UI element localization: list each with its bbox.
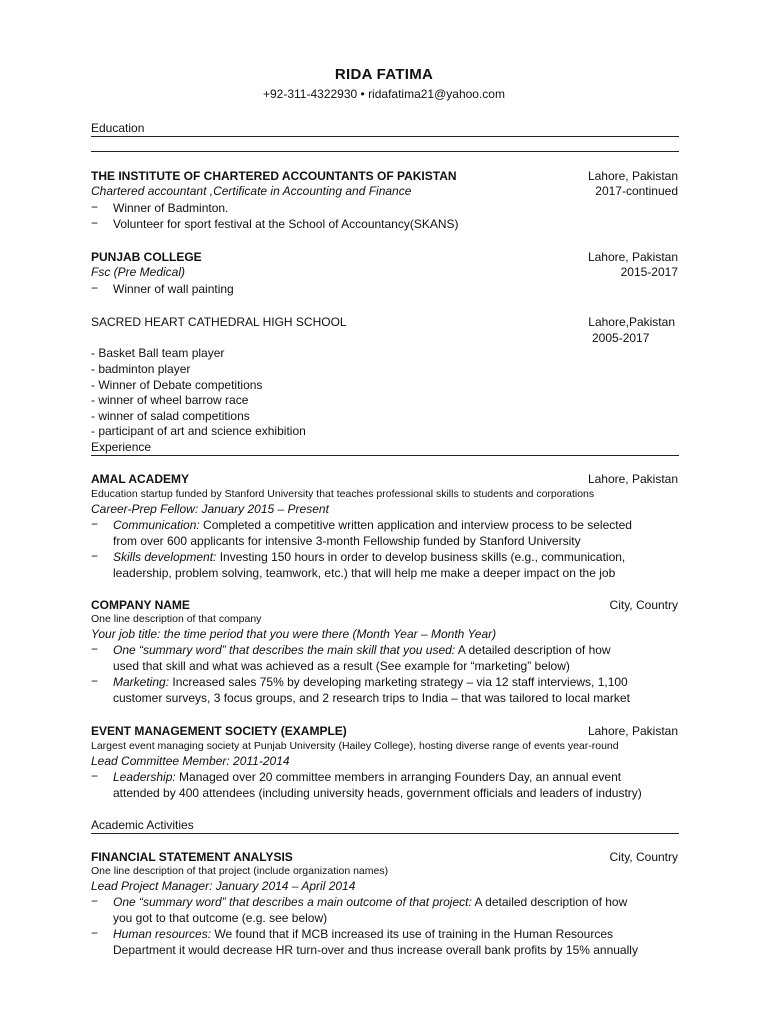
experience-org: AMAL ACADEMY (91, 472, 189, 486)
section-heading-education: Education (91, 121, 679, 137)
experience-role: Lead Committee Member: 2011-2014 (91, 754, 290, 768)
project-location: City, Country (609, 850, 678, 864)
section-heading-experience: Experience (91, 440, 679, 456)
education-org: THE INSTITUTE OF CHARTERED ACCOUNTANTS OF PAKISTAN (91, 169, 457, 183)
contact-line: +92-311-4322930 • ridafatima21@yahoo.com (263, 87, 505, 101)
education-location: Lahore,Pakistan (588, 315, 675, 329)
education-org: SACRED HEART CATHEDRAL HIGH SCHOOL (91, 315, 347, 329)
list-item: − Human resources: We found that if MCB increased its use of training in the Human Resources Department it would decrease HR turn-over and thus increase overall bank profits by 15% annually (91, 926, 638, 957)
list-item: - winner of wheel barrow race (91, 393, 249, 407)
education-org: PUNJAB COLLEGE (91, 250, 202, 264)
education-program: Chartered accountant ,Certificate in Accounting and Finance (91, 184, 412, 198)
experience-role: Your job title: the time period that you were there (Month Year – Month Year) (91, 627, 497, 641)
experience-org: COMPANY NAME (91, 598, 190, 612)
section-heading-academic: Academic Activities (91, 818, 679, 834)
list-item: - Winner of Debate competitions (91, 378, 263, 392)
list-item: − Skills development: Investing 150 hours in order to develop business skills (e.g., communication, leadership, problem solving, teamwork, etc.) that will help me make a deeper impact on the job (91, 549, 626, 580)
list-item: − One “summary word” that describes a main outcome of that project: A detailed description of how you got to that outcome (e.g. see below) (91, 894, 628, 925)
experience-location: Lahore, Pakistan (587, 472, 678, 486)
education-program: Fsc (Pre Medical) (91, 265, 186, 279)
list-item: − Communication: Completed a competitive written application and interview process to be selected from over 600 applicants for intensive 3-month Fellowship funded by Stanford University (91, 517, 632, 548)
education-dates: 2017-continued (595, 184, 678, 198)
list-item: - winner of salad competitions (91, 409, 250, 423)
list-item: − Marketing: Increased sales 75% by developing marketing strategy – via 12 staff interviews, 1,100 customer surveys, 3 focus groups, and 2 research trips to India – that was tailored to local market (91, 674, 630, 705)
education-location: Lahore, Pakistan (587, 250, 678, 264)
experience-location: Lahore, Pakistan (587, 724, 678, 738)
education-dates: 2015-2017 (620, 265, 678, 279)
project-org: FINANCIAL STATEMENT ANALYSIS (91, 850, 293, 864)
experience-location: City, Country (609, 598, 678, 612)
list-item: - participant of art and science exhibition (91, 424, 306, 438)
resume-page: RIDA FATIMA +92-311-4322930 • ridafatima21@yahoo.com Education THE INSTITUTE OF CHARTERED ACCOUNTANTS OF PAKISTAN Lahore, Pakistan Chartered accountant ,Certificate in Accounting and Finance 2017-continued − Winner of Badminton. − Volunteer for sport festival at the School of Accountancy(SKANS) PUNJAB COLLEGE Lahore, Pakistan Fsc (Pre Medical) 2015-2017 − Winner of wall painting SACRED HEART CATHEDRAL HIGH SCHOOL Lahore,Pakistan 2005-2017 - Basket Ball team player - badminton player - Winner of Debate competitions - winner of wheel barrow race - winner of salad competitions - participant of art and science exhibition Experience AMAL ACADEMY Lahore, Pakistan Education startup funded by Stanford University that teaches professional skills to students and corporations Career-Prep Fellow: January 2015 – Present − Communication: Completed a competitive written application and interview process to be selected from over 600 applicants for intensive 3-month Fellowship funded by Stanford University − Skills development: Investing 150 hours in order to develop business skills (e.g., communication, leadership, problem solving, teamwork, etc.) that will help me make a deeper impact on the job COMPANY NAME City, Country One line description of that company Your job title: the time period that you were there (Month Year – Month Year) − One “summary word” that describes the main skill that you used: A detailed description of how used that skill and what was achieved as a result (See example for “marketing” below) − Marketing: Increased sales 75% by developing marketing strategy – via 12 staff interviews, 1,100 customer surveys, 3 focus groups, and 2 research trips to India – that was tailored to local market EVENT MANAGEMENT SOCIETY (EXAMPLE) Lahore, Pakistan Largest event managing society at Punjab University (Hailey College), hosting diverse range of events year-round Lead Committee Member: 2011-2014 − Leadership: Managed over 20 committee members in arranging Founders Day, an annual event attended by 400 attendees (including university heads, government officials and leaders of industry) Academic Activities FINANCIAL STATEMENT ANALYSIS City, Country One line description of that project (include organization names) Lead Project Manager: January 2014 – April 2014 − One “summary word” that describes a main outcome of that project: A detailed description of how you got to that outcome (e.g. see below) − Human resources: We found that if MCB increased its use of training in the Human Resources Department it would decrease HR turn-over and thus increase overall bank profits by 15% annually (0, 0, 768, 1024)
list-item: − Leadership: Managed over 20 committee members in arranging Founders Day, an annual event attended by 400 attendees (including university heads, government officials and leaders of industry) (91, 769, 642, 800)
experience-description: Education startup funded by Stanford University that teaches professional skills to students and corporations (91, 488, 595, 500)
experience-role: Career-Prep Fellow: January 2015 – Present (91, 502, 329, 516)
experience-description: Largest event managing society at Punjab University (Hailey College), hosting diverse range of events year-round (91, 740, 619, 752)
education-location: Lahore, Pakistan (587, 169, 678, 183)
list-item: - badminton player (91, 362, 191, 376)
list-item: − One “summary word” that describes the main skill that you used: A detailed description of how used that skill and what was achieved as a result (See example for “marketing” below) (91, 642, 611, 673)
list-item: - Basket Ball team player (91, 346, 225, 360)
candidate-name: RIDA FATIMA (334, 66, 434, 83)
project-role: Lead Project Manager: January 2014 – April 2014 (91, 879, 356, 893)
project-description: One line description of that project (include organization names) (91, 865, 389, 877)
section-rule (91, 151, 679, 152)
experience-org: EVENT MANAGEMENT SOCIETY (EXAMPLE) (91, 724, 347, 738)
education-dates: 2005-2017 (592, 331, 650, 345)
experience-description: One line description of that company (91, 613, 262, 625)
